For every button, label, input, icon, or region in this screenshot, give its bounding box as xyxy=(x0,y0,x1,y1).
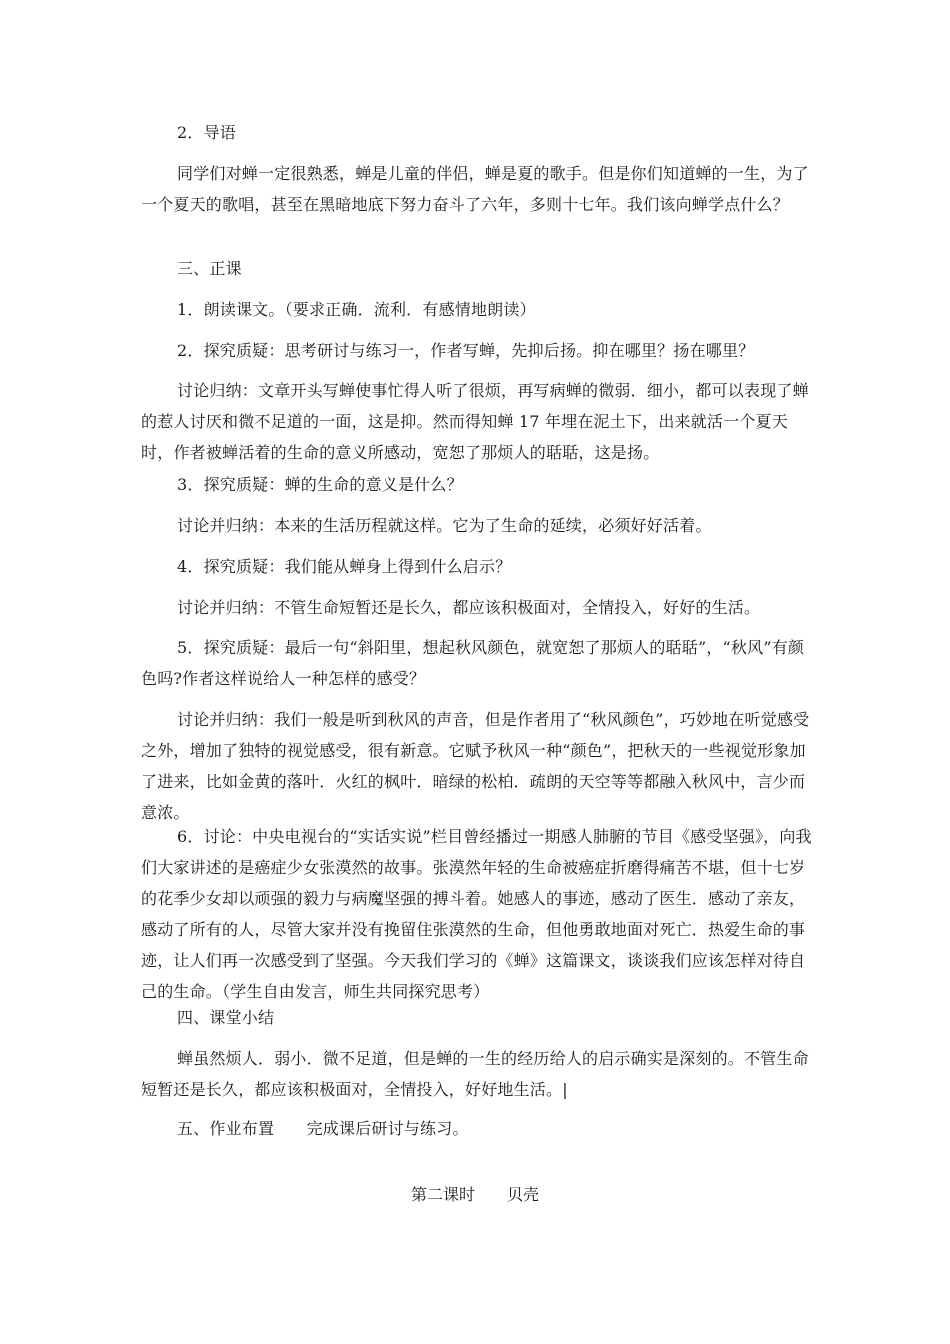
subheading-intro: 2．导语 xyxy=(177,123,236,142)
paragraph-discussion-1: 讨论归纳：文章开头写蝉使事忙得人听了很烦，再写病蝉的微弱．细小，都可以表现了蝉的惹人讨厌和微不足道的一面，这是抑。然而得知蝉 17 年埋在泥土下，出来就活一个夏天时，作者被蝉活着的生命的意义所感动，宽恕了那烦人的聒聒，这是扬。 xyxy=(141,381,809,462)
heading-homework: 五、作业布置 完成课后研讨与练习。 xyxy=(177,1119,469,1138)
paragraph-discussion-2: 讨论并归纳：本来的生活历程就这样。它为了生命的延续，必须好好活着。 xyxy=(177,516,712,535)
paragraph-summary: 蝉虽然烦人．弱小．微不足道，但是蝉的一生的经历给人的启示确实是深刻的。不管生命短暂还是长久，都应该积极面对，全情投入，好好地生活。| xyxy=(141,1049,809,1099)
heading-summary: 四、课堂小结 xyxy=(177,1008,275,1027)
paragraph-step-3: 3．探究质疑：蝉的生命的意义是什么？ xyxy=(177,475,463,494)
heading-main-lesson: 三、正课 xyxy=(177,259,242,278)
paragraph-step-4: 4．探究质疑：我们能从蝉身上得到什么启示？ xyxy=(177,557,512,576)
paragraph-step-1: 1．朗读课文。（要求正确．流利．有感情地朗读） xyxy=(177,300,536,319)
paragraph-step-5: 5．探究质疑：最后一句“斜阳里，想起秋风颜色，就宽恕了那烦人的聒聒”，“秋风”有颜色吗?作者这样说给人一种怎样的感受？ xyxy=(141,638,805,688)
paragraph-step-2: 2．探究质疑：思考研讨与练习一，作者写蝉，先抑后扬。抑在哪里？扬在哪里？ xyxy=(177,341,755,360)
paragraph-discussion-3: 讨论并归纳：不管生命短暂还是长久，都应该积极面对，全情投入，好好的生活。 xyxy=(177,598,761,617)
paragraph-step-6: 6．讨论：中央电视台的“实话实说”栏目曾经播过一期感人肺腑的节目《感受坚强》，向我们大家讲述的是癌症少女张漠然的故事。张漠然年轻的生命被癌症折磨得痛苦不堪，但十七岁的花季少女却以顽强的毅力与病魔坚强的搏斗着。她感人的事迹，感动了医生．感动了亲友，感动了所有的人，尽管大家并没有挽留住张漠然的生命，但他勇敢地面对死亡．热爱生命的事迹，让人们再一次感受到了坚强。今天我们学习的《蝉》这篇课文，谈谈我们应该怎样对待自己的生命。（学生自由发言，师生共同探究思考） xyxy=(141,827,812,1001)
paragraph-intro: 同学们对蝉一定很熟悉，蝉是儿童的伴侣，蝉是夏的歌手。但是你们知道蝉的一生，为了一个夏天的歌唱，甚至在黑暗地底下努力奋斗了六年，多则十七年。我们该向蝉学点什么？ xyxy=(141,164,809,214)
section-title: 第二课时 贝壳 xyxy=(410,1185,539,1204)
paragraph-discussion-4: 讨论并归纳：我们一般是听到秋风的声音，但是作者用了“秋风颜色”，巧妙地在听觉感受之外，增加了独特的视觉感受，很有新意。它赋予秋风一种“颜色”，把秋天的一些视觉形象加了进来，比如金黄的落叶．火红的枫叶．暗绿的松柏．疏朗的天空等等都融入秋风中，言少而意浓。 xyxy=(141,710,810,822)
